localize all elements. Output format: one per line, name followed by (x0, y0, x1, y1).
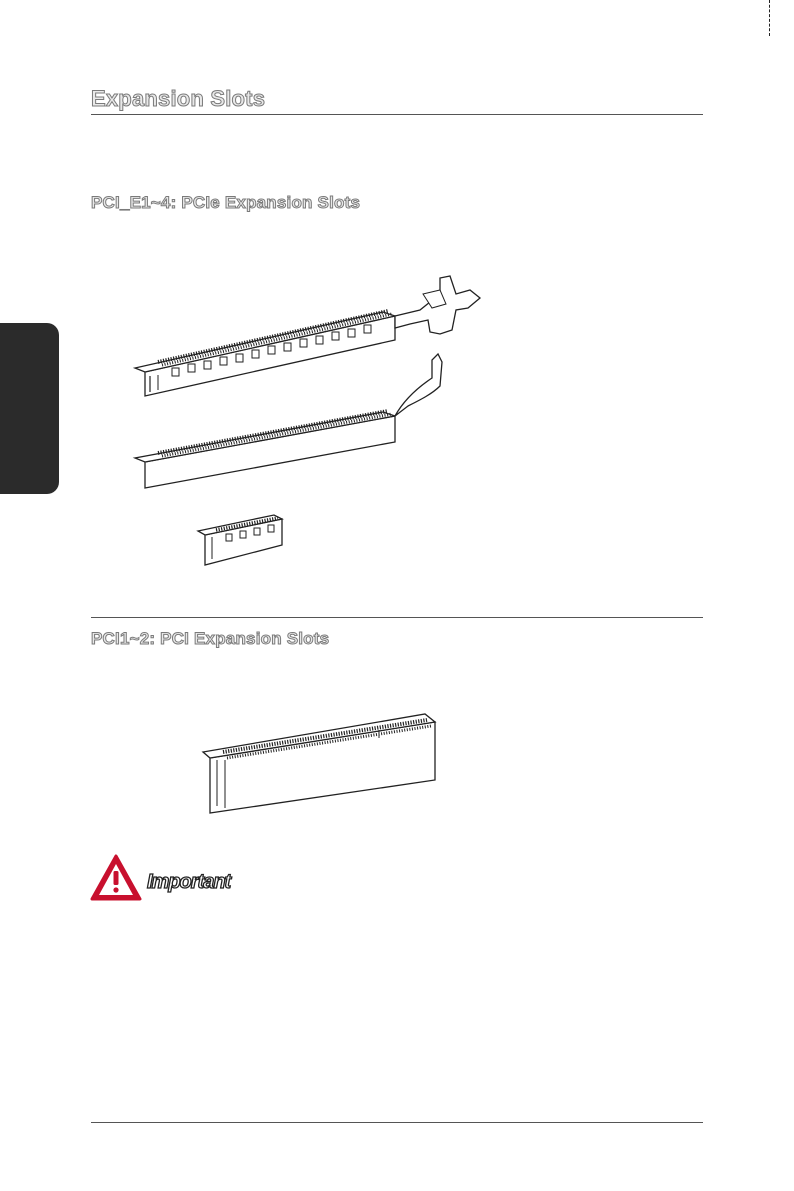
important-label: Important (147, 871, 231, 893)
pci-section-heading: PCI1~2: PCI Expansion Slots (91, 629, 330, 648)
title-divider (91, 114, 703, 115)
section-divider (91, 617, 703, 618)
pcie-x1-slot-illustration (200, 513, 290, 571)
pcie-x16-slot-2-illustration (140, 350, 450, 500)
page-cut-mark (769, 0, 770, 36)
footer-divider (91, 1122, 703, 1123)
pcie-section-heading: PCI_E1~4: PCIe Expansion Slots (91, 193, 361, 212)
pci-slot-illustration (205, 708, 440, 818)
page-title: Expansion Slots (91, 86, 266, 111)
chapter-side-tab (0, 323, 59, 494)
warning-triangle-icon (90, 853, 142, 903)
